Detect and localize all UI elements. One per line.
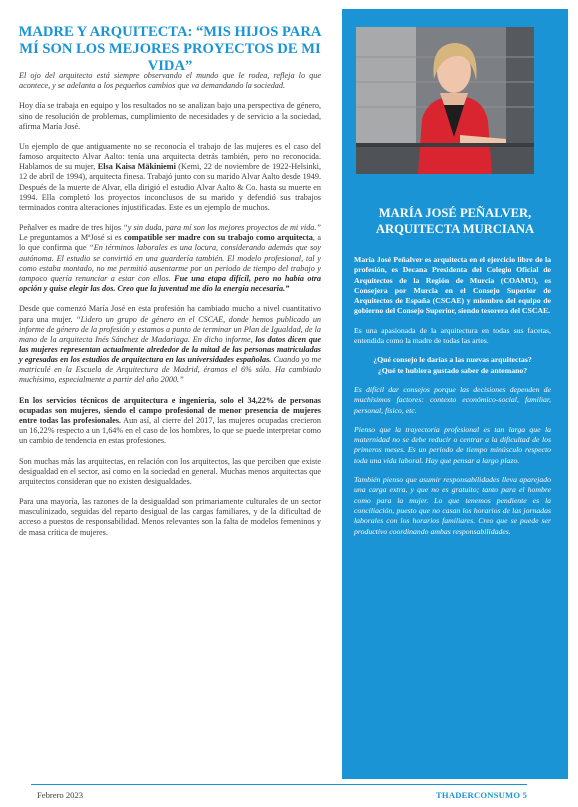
text-span: Le preguntamos a MªJosé si es (19, 233, 125, 243)
bold-quote: Fue una etapa difícil, pero no había otra opción y quise elegir las dos. Creo que la juventud me dio la energía necesaria.” (19, 273, 321, 294)
text-span: , a lo que confirma que (19, 233, 321, 253)
sidebar-text (354, 255, 551, 546)
paragraph-5 (19, 396, 321, 447)
text-span: Desde que comenzó María José en esta profesión ha cambiado mucho a nivel cuantitativo para una mujer. (19, 304, 321, 324)
bold-text: En los servicios técnicos de arquitectura e ingeniería, solo el 34,22% de personas ocupadas son mujeres, siendo el campo profesional de menor presencia de mujeres entre todas las profesionales. (19, 395, 321, 425)
bio-paragraph (354, 255, 551, 317)
portrait-photo (356, 27, 534, 174)
answer-paragraph-3: También pienso que asumir responsabilidades lleva aparejado una carga extra, y que no es gratuito; tanto para el hombre como para la mujer. Lo que tenemos pendiente es la conciliación, puesto que no casan los horarios de las jornadas laborales con los horarios familiares. Creo que se puede ser productivo coordinando ambas responsabilidades. (354, 475, 551, 536)
paragraph-3 (19, 223, 321, 294)
quote: “Lidero un grupo de género en el CSCAE, donde hemos publicado un informe de género de la profesión y estamos a punto de terminar un Plan de Igualdad, de la mano de la arquitecta Inés Sánchez de Madariaga. En dicho informe, (19, 314, 322, 344)
passion-paragraph: Es una apasionada de la arquitectura en todas sus facetas, entendida como la madre de todas las artes. (354, 325, 551, 346)
bio-name: María José Peñalver (354, 255, 423, 264)
text-span: Peñalver es madre de tres hijos (19, 223, 124, 233)
text-span: (Kemi, 22 de noviembre de 1922-Helsinki, 12 de abril de 1994), arquitecta finesa. Trabajó junto con su marido Alvar Aalto desde 1949. Después de la muerte de Alvar, ella dirigió el estudio Alvar Aalto & Co. hasta su muerte en 1994. Ella completó los proyectos inconclusos de su marido y defendió sus trabajos terminados contra alteraciones injustificadas. Este es un ejemplo de muchos. (19, 162, 321, 212)
paragraph-4 (19, 304, 321, 385)
profile-sidebar (342, 9, 568, 779)
text-span: Un ejemplo de que antiguamente no se reconocía el trabajo de las mujeres es el caso del famoso arquitecto Alvar Aalto: tenía una arquitecta detrás también, pero no reconocida. Hablamos de su mujer, (19, 141, 321, 172)
footer-divider (31, 784, 527, 785)
text-span: Aun así, al cierre del 2017, las mujeres ocupadas crecieron un 16,22% respecto a un 1,64% en el caso de los hombres, lo que se puede interpretar como un cambio de tendencia en estas profesiones. (19, 416, 321, 446)
bold-quote: los datos dicen que las mujeres representan actualmente alrededor de la mitad de las personas matriculadas y egresadas en los estudios de arquitectura en las universidades españolas. (19, 334, 321, 365)
footer-date: Febrero 2023 (37, 790, 84, 800)
quote: “En términos laborales es una locura, considerando además que soy autónoma. El estudio se convirtió en una guardería también. El modelo profesional, tal y como estaba montado, no me permitió ausentarme por un periodo de tiempo del trabajo y tampoco quería renunciar a estar con ellos. (19, 243, 321, 283)
paragraph-6: Son muchas más las arquitectas, en relación con los arquitectos, las que perciben que existe desigualdad en el sector, así como en la sociedad en general. Muchas menos arquitectas que arquitectos consideran que no existen desigualdades. (19, 456, 321, 486)
bold-name: Elsa Kaisa Mäkiniemi (97, 162, 176, 172)
answer-paragraph-1: Es difícil dar consejos porque las decisiones dependen de muchísimos factores: contexto económico-social, familiar, personal, físico, etc. (354, 384, 551, 415)
article-title: MADRE Y ARQUITECTA: “MIS HIJOS PARA MÍ SON LOS MEJORES PROYECTOS DE MI VIDA” (18, 24, 322, 74)
sidebar-title: MARÍA JOSÉ PEÑALVER, ARQUITECTA MURCIANA (375, 206, 535, 236)
quote: “y sin duda, para mí son los mejores proyectos de mi vida.” (123, 223, 321, 233)
interview-question: ¿Qué consejo le darías a las nuevas arquitectas? ¿Qué te hubiera gustado saber de antemano? (373, 355, 532, 375)
bio-text: es arquitecta en el ejercicio libre de la profesión, es Decana Presidenta del Colegio Oficial de Arquitectos de la Región de Murcia (COAMU), es Consejera por Murcia en el Consejo Superior de Arquitectos de España (CSCAE) y miembro del equipo de gobierno del Consejo Superior, siendo tesorera del CSCAE. (354, 255, 551, 316)
answer-paragraph-2: Pienso que la trayectoria profesional es tan larga que la maternidad no se debe reducir o centrar a la dificultad de los primeros meses. Es un periodo de tiempo minúsculo respecto toda una vida laboral. Hay que pensar a largo plazo. (354, 424, 551, 465)
paragraph-1: Hoy día se trabaja en equipo y los resultados no se analizan bajo una perspectiva de género, sino de resolución de problemas, cumplimiento de necesidades y de servicio a la sociedad, afirma María José. (19, 101, 321, 131)
paragraph-7: Para una mayoría, las razones de la desigualdad son primariamente culturales de un sector masculinizado, seguidas del reparto desigual de las cargas familiares, y de la dificultad de acceso a puestos de responsabilidad. Menos relevantes son la falta de modelos femeninos y de masa crítica de mujeres. (19, 497, 321, 537)
portrait-image (356, 27, 534, 174)
article-body (19, 71, 321, 548)
article-lead: El ojo del arquitecto está siempre observando el mundo que le rodea, refleja lo que acontece, y se adelanta a los pequeños cambios que va demandando la sociedad. (19, 71, 321, 91)
quote: Cuando yo me matriculé en la Escuela de Arquitectura de Madrid, éramos el 6% sólo. Ha cambiado muchísimo, especialmente a partir del año 2000.” (19, 355, 321, 385)
bold-text: compatible ser madre con su trabajo como arquitecta (124, 233, 313, 243)
footer-brand-page: THADERCONSUMO 5 (436, 790, 528, 800)
paragraph-2 (19, 142, 321, 213)
